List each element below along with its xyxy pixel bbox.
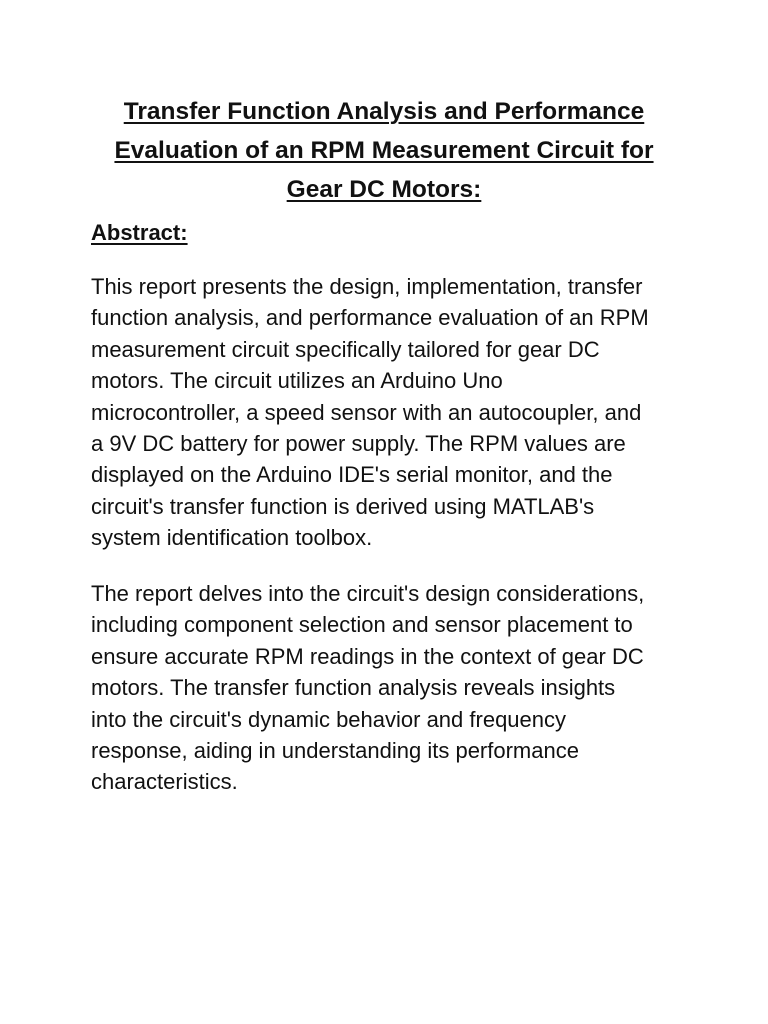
abstract-paragraph-1 (91, 271, 691, 554)
title-line: Evaluation of an RPM Measurement Circuit for (114, 137, 654, 164)
paragraph-line: This report presents the design, implementation, transfer (91, 274, 643, 299)
title-line: Gear DC Motors: (286, 176, 482, 203)
paragraph-line: including component selection and sensor placement to (91, 612, 633, 638)
paragraph-line: motors. The transfer function analysis reveals insights (91, 675, 616, 701)
abstract-paragraph-2 (91, 578, 691, 798)
paragraph-line: motors. The circuit utilizes an Arduino Uno (91, 368, 503, 394)
paragraph-line: into the circuit's dynamic behavior and frequency (91, 706, 567, 732)
document-title (80, 92, 688, 209)
paragraph-line: The report delves into the circuit's design considerations, (91, 581, 645, 606)
paragraph-line: microcontroller, a speed sensor with an autocoupler, and (91, 399, 642, 425)
paragraph-line: measurement circuit specifically tailored for gear DC (91, 336, 600, 362)
paragraph-line: function analysis, and performance evaluation of an RPM (91, 305, 649, 331)
paragraph-line: characteristics. (91, 769, 238, 795)
paragraph-line: system identification toolbox. (91, 525, 373, 551)
paragraph-line: response, aiding in understanding its performance (91, 738, 579, 764)
paragraph-line: ensure accurate RPM readings in the context of gear DC (91, 643, 644, 669)
paragraph-line: displayed on the Arduino IDE's serial monitor, and the (91, 462, 613, 488)
paragraph-line: circuit's transfer function is derived using MATLAB's (91, 493, 595, 519)
abstract-heading: Abstract: (91, 220, 188, 245)
paragraph-line: a 9V DC battery for power supply. The RPM values are (91, 431, 626, 457)
title-line: Transfer Function Analysis and Performance (123, 98, 645, 125)
